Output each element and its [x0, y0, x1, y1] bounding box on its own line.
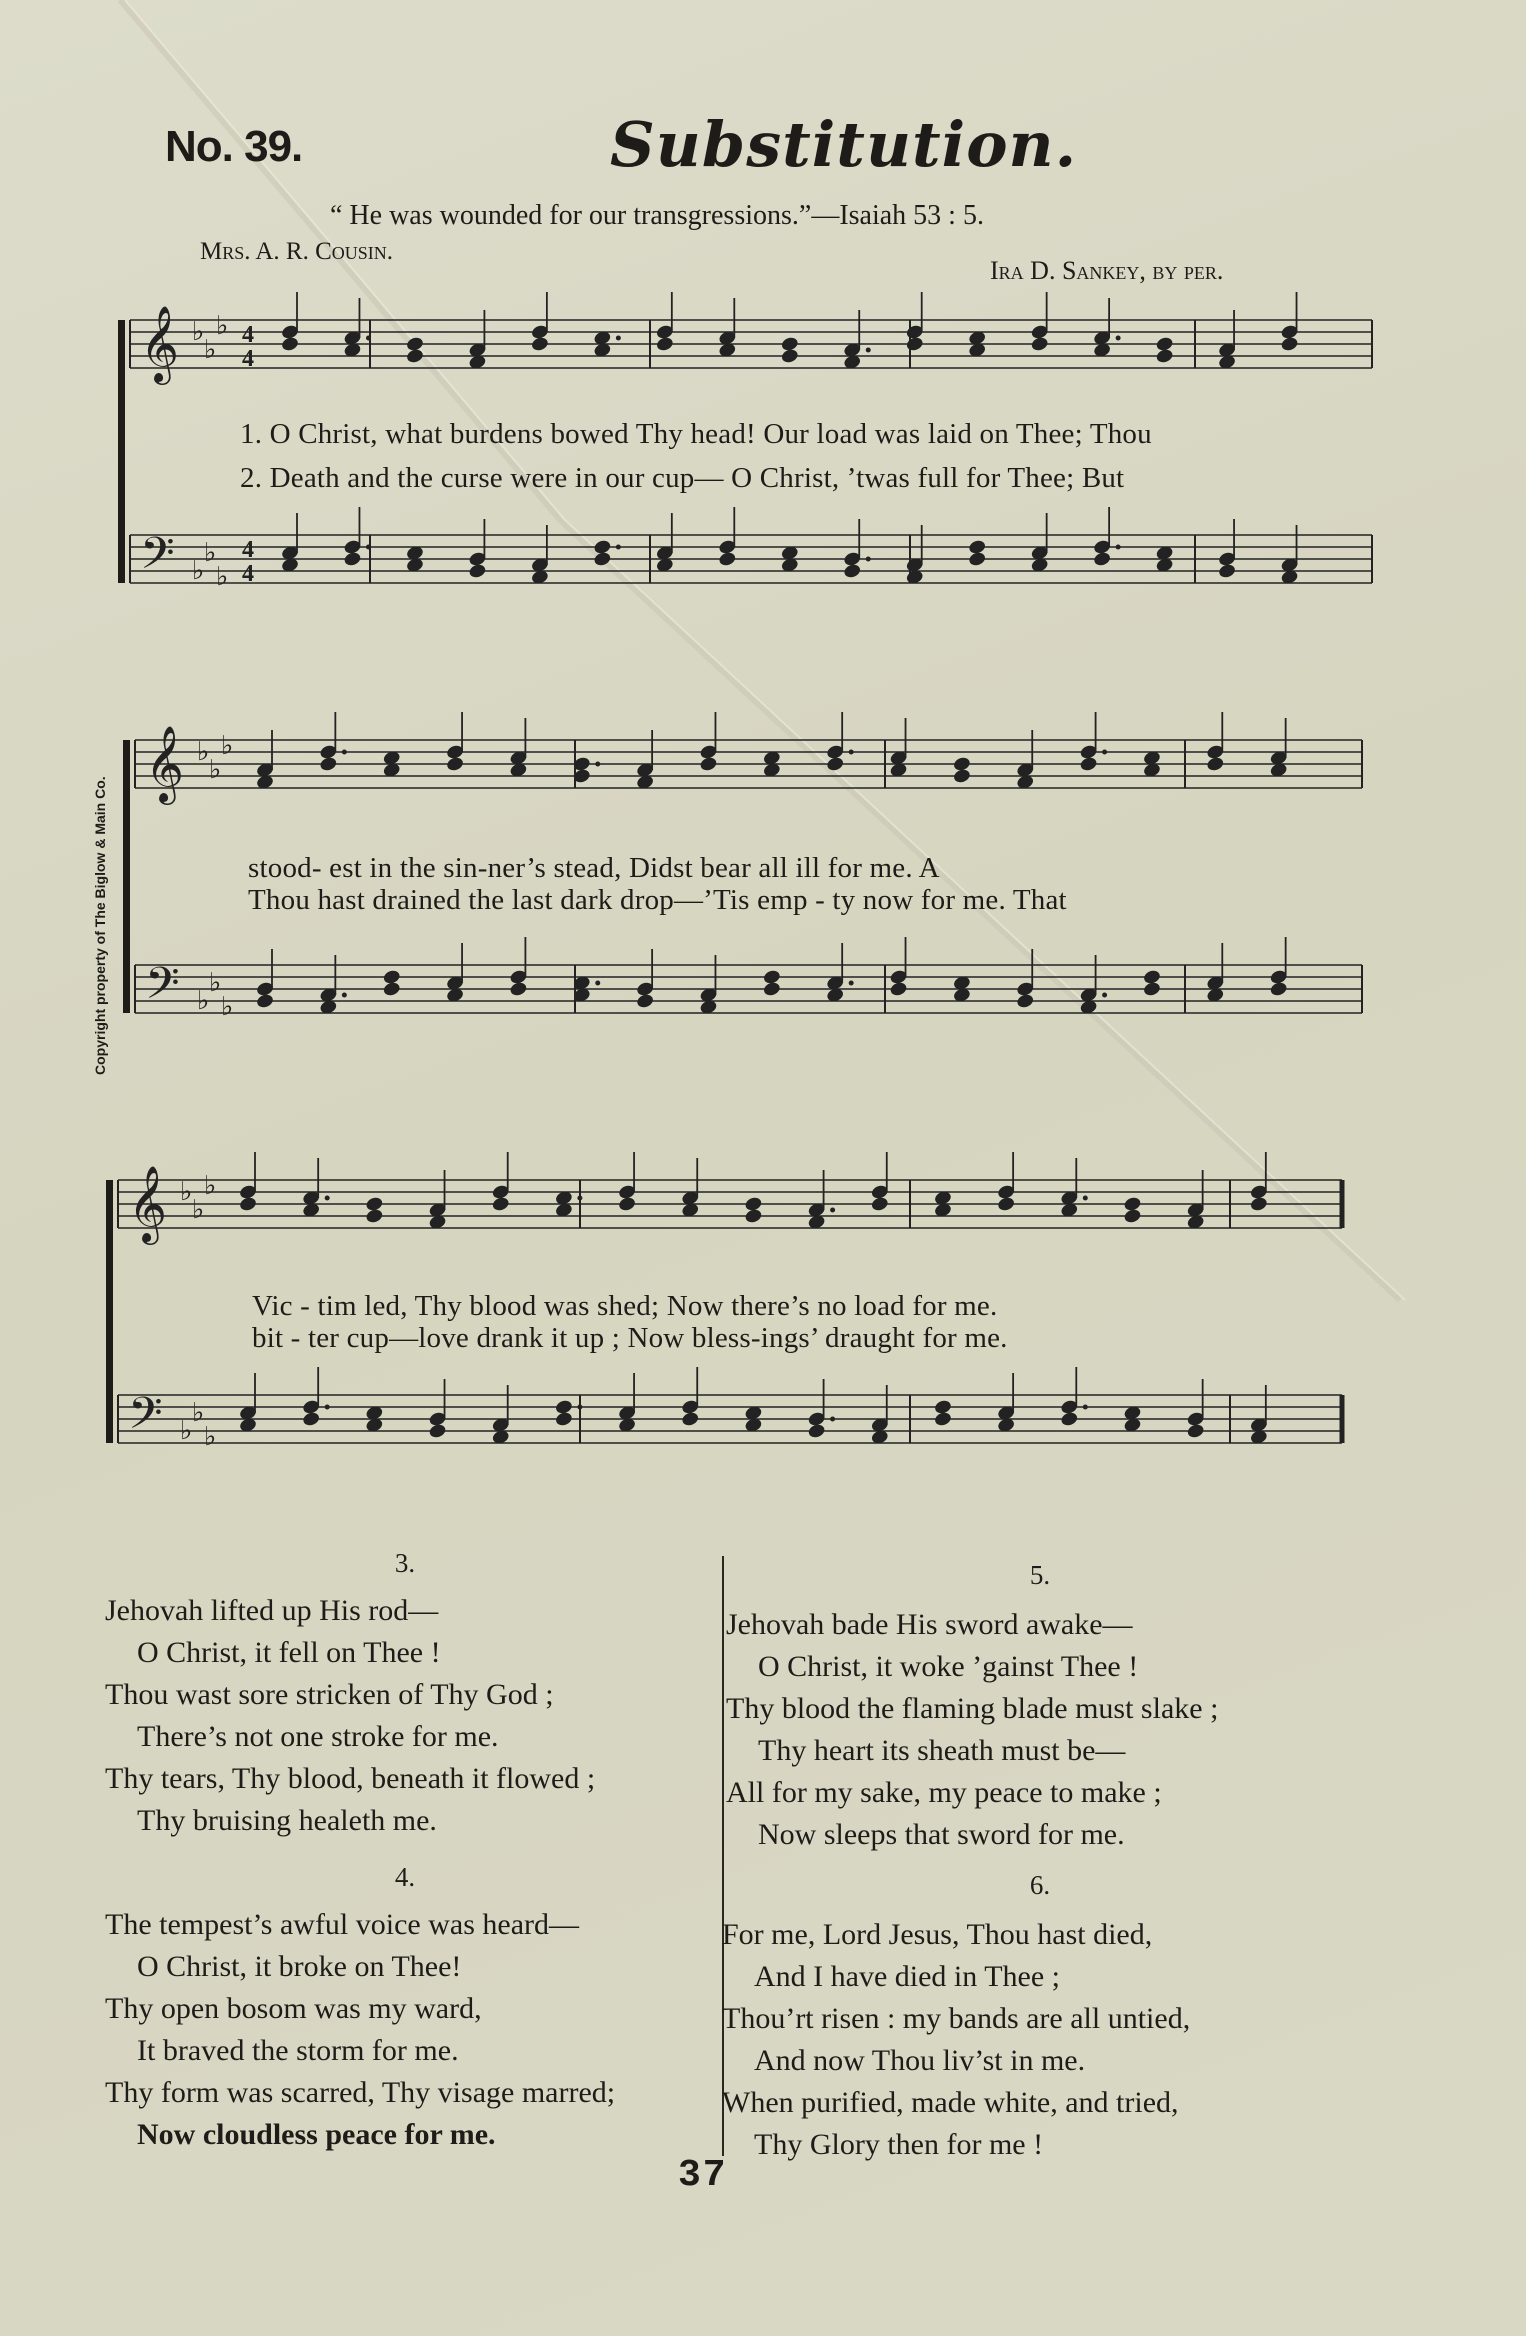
note-head: [1186, 1423, 1205, 1440]
hymn-number: No. 39.: [165, 122, 303, 171]
note-dot: [325, 1196, 330, 1201]
note-head: [509, 981, 528, 998]
note-head: [1079, 756, 1098, 773]
note-dot: [342, 750, 347, 755]
note-dot: [1102, 993, 1107, 998]
verse-6-line-4: And now Thou liv’st in me.: [754, 2044, 1086, 2077]
note-head: [843, 563, 862, 580]
note-head: [1093, 551, 1112, 568]
note-dot: [1083, 1405, 1088, 1410]
verse-5-number: 5.: [1029, 1560, 1051, 1590]
verse-4-number: 4.: [394, 1862, 416, 1892]
note-head: [1269, 981, 1288, 998]
flat-sign-icon: ♭: [209, 755, 222, 785]
note-dot: [616, 336, 621, 341]
system-3-brace: [106, 1180, 113, 1443]
treble-clef-icon: 𝄞: [128, 1165, 168, 1242]
note-head: [238, 1196, 257, 1213]
note-head: [655, 336, 674, 353]
flat-sign-icon: ♭: [192, 556, 205, 586]
note-head: [491, 1196, 510, 1213]
flat-sign-icon: ♭: [197, 737, 210, 767]
note-head: [468, 563, 487, 580]
verse-6-number: 6.: [1029, 1870, 1051, 1900]
flat-sign-icon: ♭: [180, 1416, 193, 1446]
note-head: [1060, 1411, 1079, 1428]
note-dot: [1116, 545, 1121, 550]
lyric-line1-verse1: 1. O Christ, what burdens bowed Thy head! Our load was laid on Thee; Thou: [240, 418, 1152, 450]
copyright-notice: Copyright property of The Biglow & Main Co.: [92, 776, 108, 1075]
verse-3-line-3: Thou wast sore stricken of Thy God ;: [105, 1678, 554, 1711]
verse-6-line-5: When purified, made white, and tried,: [722, 2086, 1179, 2119]
note-head: [617, 1196, 636, 1213]
bass-clef-icon: 𝄢: [128, 1387, 163, 1450]
note-head: [302, 1411, 321, 1428]
note-dot: [830, 1417, 835, 1422]
verse-5-line-2: O Christ, it woke ’gainst Thee !: [758, 1650, 1139, 1683]
note-dot: [325, 1405, 330, 1410]
verse-5-line-4: Thy heart its sheath must be—: [758, 1734, 1126, 1767]
note-head: [780, 348, 799, 365]
verse-5-line-6: Now sleeps that sword for me.: [758, 1818, 1125, 1851]
note-head: [1142, 981, 1161, 998]
verse-6-line-1: For me, Lord Jesus, Thou hast died,: [722, 1918, 1153, 1951]
system-1-brace: [118, 320, 125, 583]
treble-clef-icon: 𝄞: [145, 725, 185, 802]
note-dot: [616, 545, 621, 550]
note-head: [382, 981, 401, 998]
lyric-line2-verse2: Thou hast drained the last dark drop—’Tis emp - ty now for me. That: [248, 884, 1067, 916]
note-dot: [849, 750, 854, 755]
note-dot: [595, 762, 600, 767]
note-head: [255, 993, 274, 1010]
composer-credit: Ira D. Sankey, by per.: [990, 256, 1224, 285]
flat-sign-icon: ♭: [216, 562, 229, 592]
flat-sign-icon: ♭: [221, 992, 234, 1022]
note-head: [1123, 1208, 1142, 1225]
page-number: 37: [678, 2154, 728, 2197]
verse-3-number: 3.: [394, 1548, 416, 1578]
verse-6-line-3: Thou’rt risen : my bands are all untied,: [722, 2002, 1191, 2035]
flat-sign-icon: ♭: [197, 986, 210, 1016]
verse-6-line-6: Thy Glory then for me !: [754, 2128, 1044, 2161]
verse-3-line-2: O Christ, it fell on Thee !: [137, 1636, 441, 1669]
note-head: [807, 1423, 826, 1440]
lyric-line2-verse1: stood- est in the sin-ner’s stead, Didst bear all ill for me. A: [248, 852, 940, 884]
verse-4-line-6: Now cloudless peace for me.: [137, 2118, 496, 2151]
author-credit: Mrs. A. R. Cousin.: [200, 238, 394, 265]
note-head: [889, 981, 908, 998]
verse-4-line-4: It braved the storm for me.: [137, 2034, 459, 2067]
note-head: [405, 348, 424, 365]
note-dot: [830, 1208, 835, 1213]
lyric-line1-verse2: 2. Death and the curse were in our cup— O Christ, ’twas full for Thee; But: [240, 462, 1125, 494]
flat-sign-icon: ♭: [221, 731, 234, 761]
verse-3-line-6: Thy bruising healeth me.: [137, 1804, 437, 1837]
note-head: [1016, 993, 1035, 1010]
note-dot: [1116, 336, 1121, 341]
bass-clef-icon: 𝄢: [145, 957, 180, 1020]
note-head: [699, 756, 718, 773]
note-head: [1206, 756, 1225, 773]
hymn-title: Substitution.: [610, 108, 1078, 181]
verse-6-line-2: And I have died in Thee ;: [754, 1960, 1061, 1993]
flat-sign-icon: ♭: [204, 538, 217, 568]
flat-sign-icon: ♭: [192, 1195, 205, 1225]
note-head: [952, 768, 971, 785]
epigraph: “ He was wounded for our transgressions.”—Isaiah 53 : 5.: [330, 200, 984, 231]
note-head: [365, 1208, 384, 1225]
note-head: [744, 1208, 763, 1225]
note-head: [636, 993, 655, 1010]
verse-3-line-4: There’s not one stroke for me.: [137, 1720, 499, 1753]
time-signature: 4: [242, 346, 254, 372]
note-dot: [595, 981, 600, 986]
note-head: [968, 551, 987, 568]
note-dot: [866, 557, 871, 562]
note-head: [1280, 336, 1299, 353]
flat-sign-icon: ♭: [192, 317, 205, 347]
note-head: [343, 551, 362, 568]
time-signature: 4: [242, 537, 254, 563]
verse-5-line-1: Jehovah bade His sword awake—: [726, 1608, 1133, 1641]
note-dot: [366, 336, 371, 341]
verse-3-line-5: Thy tears, Thy blood, beneath it flowed ;: [105, 1762, 596, 1795]
verse-4-line-5: Thy form was scarred, Thy visage marred;: [105, 2076, 616, 2109]
note-head: [826, 756, 845, 773]
note-head: [1217, 563, 1236, 580]
note-dot: [577, 1405, 582, 1410]
note-dot: [577, 1196, 582, 1201]
flat-sign-icon: ♭: [209, 968, 222, 998]
note-head: [1030, 336, 1049, 353]
note-dot: [1102, 750, 1107, 755]
flat-sign-icon: ♭: [204, 335, 217, 365]
flat-sign-icon: ♭: [216, 311, 229, 341]
lyric-line3-verse2: bit - ter cup—love drank it up ; Now bless-ings’ draught for me.: [252, 1322, 1008, 1354]
note-head: [445, 756, 464, 773]
time-signature: 4: [242, 561, 254, 587]
note-head: [1249, 1196, 1268, 1213]
time-signature: 4: [242, 322, 254, 348]
flat-sign-icon: ♭: [192, 1398, 205, 1428]
note-head: [1155, 348, 1174, 365]
note-head: [280, 336, 299, 353]
note-dot: [366, 545, 371, 550]
flat-sign-icon: ♭: [180, 1177, 193, 1207]
bass-clef-icon: 𝄢: [140, 527, 175, 590]
verse-3-line-1: Jehovah lifted up His rod—: [105, 1594, 439, 1627]
note-head: [905, 336, 924, 353]
note-head: [681, 1411, 700, 1428]
flat-sign-icon: ♭: [204, 1422, 217, 1452]
note-head: [530, 336, 549, 353]
lyric-line3-verse1: Vic - tim led, Thy blood was shed; Now there’s no load for me.: [252, 1290, 998, 1322]
note-head: [870, 1196, 889, 1213]
verse-4-line-2: O Christ, it broke on Thee!: [137, 1950, 462, 1983]
note-head: [593, 551, 612, 568]
note-head: [718, 551, 737, 568]
note-head: [554, 1411, 573, 1428]
system-2-brace: [123, 740, 130, 1013]
note-dot: [866, 348, 871, 353]
note-dot: [342, 993, 347, 998]
verse-5-line-3: Thy blood the flaming blade must slake ;: [726, 1692, 1219, 1725]
verse-5-line-5: All for my sake, my peace to make ;: [726, 1776, 1162, 1809]
note-head: [428, 1423, 447, 1440]
note-head: [933, 1411, 952, 1428]
verse-4-line-1: The tempest’s awful voice was heard—: [105, 1908, 580, 1941]
note-head: [762, 981, 781, 998]
note-head: [997, 1196, 1016, 1213]
flat-sign-icon: ♭: [204, 1171, 217, 1201]
treble-clef-icon: 𝄞: [140, 305, 180, 382]
note-dot: [1083, 1196, 1088, 1201]
note-dot: [849, 981, 854, 986]
verse-4-line-3: Thy open bosom was my ward,: [105, 1992, 482, 2025]
note-head: [319, 756, 338, 773]
